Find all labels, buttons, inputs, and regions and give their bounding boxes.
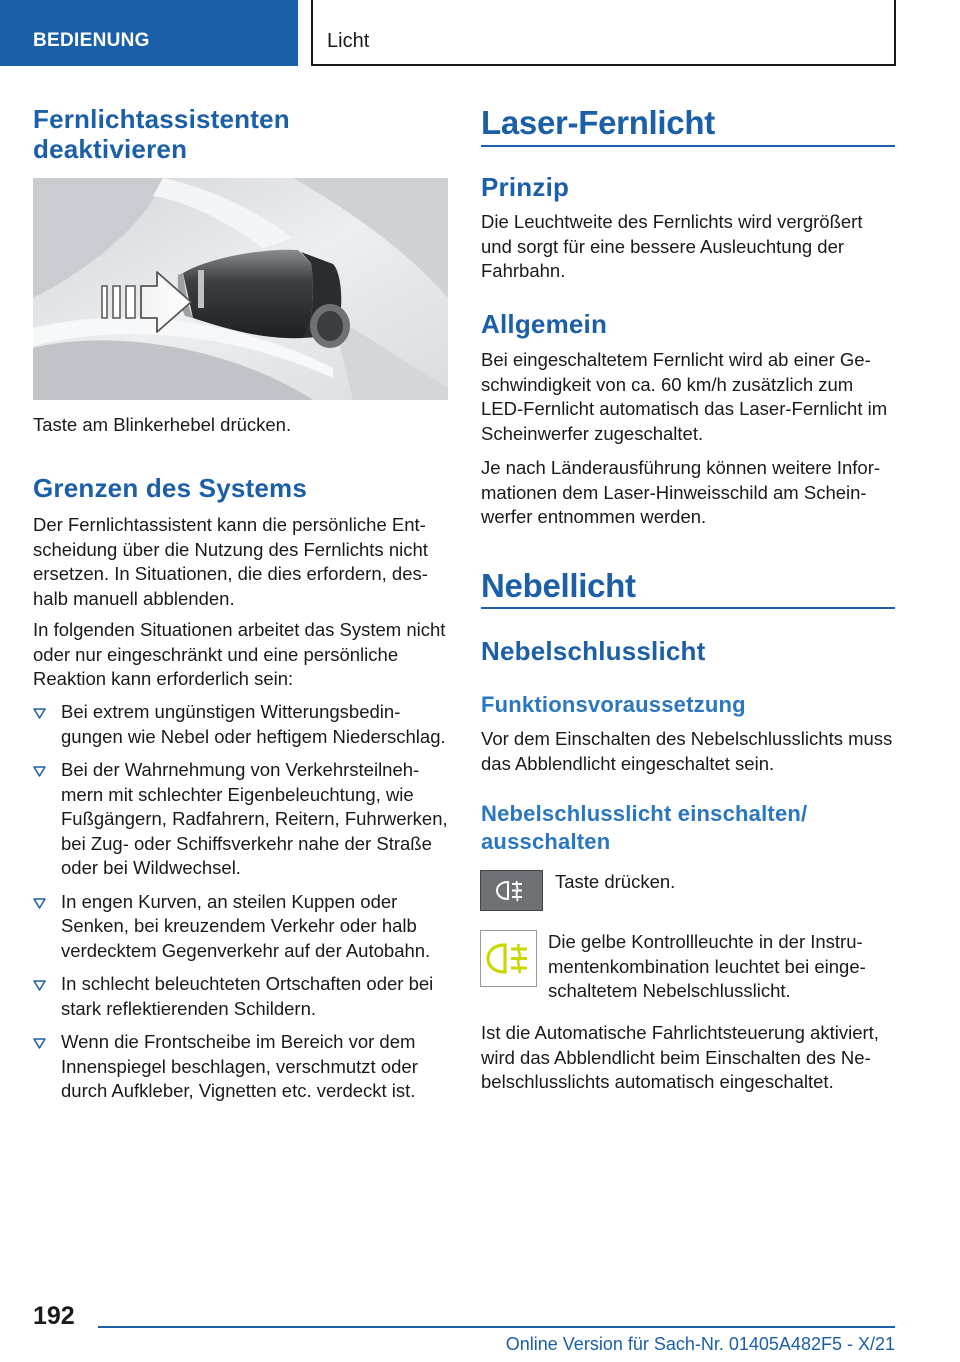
rear-fog-indicator-icon: [480, 930, 537, 987]
paragraph-allgemein-2: Je nach Länderausführung können weitere Informationen dem Laser-Hinweisschild am Scheinwerfer entnommen werden.: [481, 457, 881, 527]
paragraph-grenzen-1: Der Fernlichtassistent kann die persönliche Entscheidung über die Nutzung des Fernlichts nicht ersetzen. In Situationen, die dies erfordern, deshalb manuell abblenden.: [33, 514, 428, 609]
triangle-bullet-icon: [33, 708, 46, 719]
heading-allgemein: Allgemein: [481, 309, 608, 339]
heading-rule: [481, 145, 895, 147]
footer-rule: [98, 1326, 895, 1328]
triangle-bullet-icon: [33, 1038, 46, 1049]
list-item-text: Bei extrem ungünstigen Witterungsbedingungen wie Nebel oder heftigem Niederschlag.: [61, 701, 446, 747]
heading-fernlichtassistent-deaktivieren: Fernlichtassistenten deaktivieren: [33, 104, 290, 164]
chapter-header: [311, 0, 896, 66]
section-label: BEDIENUNG: [33, 30, 150, 51]
photo-caption: Taste am Blinkerhebel drücken.: [33, 414, 292, 435]
chapter-label: Licht: [327, 30, 370, 52]
list-item-text: In engen Kurven, an steilen Kuppen oder Senken, bei kreuzendem Verkehr oder halb verdecktem Gegenverkehr auf der Autobahn.: [61, 890, 431, 961]
heading-einschalten-ausschalten: Nebelschlusslicht einschalten/ ausschalten: [481, 801, 808, 854]
heading-nebelschlusslicht: Nebelschlusslicht: [481, 636, 706, 666]
turn-signal-lever-photo: [33, 178, 448, 400]
limitations-list: [33, 700, 448, 1113]
list-item: [33, 1030, 448, 1104]
triangle-bullet-icon: [33, 766, 46, 777]
paragraph-automatik: Ist die Automatische Fahrlichtsteuerung aktiviert, wird das Abblendlicht beim Einschalten des Nebelschlusslichts automatisch eingeschaltet.: [481, 1022, 879, 1092]
paragraph-prinzip: Die Leuchtweite des Fernlichts wird vergrößert und sorgt für eine bessere Ausleuchtung der Fahrbahn.: [481, 211, 863, 281]
list-item-text: Wenn die Frontscheibe im Bereich vor dem Innenspiegel beschlagen, verschmutzt oder durch Aufkleber, Vignetten etc. verdeckt ist.: [61, 1031, 418, 1101]
triangle-bullet-icon: [33, 898, 46, 909]
heading-prinzip: Prinzip: [481, 172, 570, 202]
rear-fog-light-button-icon: [480, 870, 543, 911]
triangle-bullet-icon: [33, 980, 46, 991]
page-number: 192: [33, 1302, 75, 1330]
list-item-text: Bei der Wahrnehmung von Verkehrsteilnehmern mit schlechter Eigenbeleuchtung, wie Fußgängern, Radfahrern, Reitern, Fuhrwerken, bei Zug- oder Schiffsverkehr nahe der Straße oder bei Wildwechsel.: [61, 759, 448, 878]
list-item: [33, 758, 448, 881]
section-tab[interactable]: [0, 0, 298, 66]
heading-laser-fernlicht: Laser-Fernlicht: [481, 104, 715, 141]
list-item-text: In schlecht beleuchteten Ortschaften oder bei stark reflektierenden Schildern.: [61, 973, 434, 1019]
list-item: [33, 972, 448, 1021]
heading-funktionsvoraussetzung: Funktionsvoraussetzung: [481, 692, 746, 717]
heading-nebellicht: Nebellicht: [481, 567, 636, 604]
indicator-caption: Die gelbe Kontrollleuchte in der Instrumentenkombination leuchtet bei eingeschaltetem Nebelschlusslicht.: [548, 931, 866, 1001]
paragraph-funktionsvoraussetzung: Vor dem Einschalten des Nebelschlusslichts muss das Abblendlicht eingeschaltet sein.: [481, 728, 893, 774]
button-caption: Taste drücken.: [555, 871, 676, 892]
paragraph-grenzen-2: In folgenden Situationen arbeitet das System nicht oder nur eingeschränkt und eine persönliche Reaktion kann erforderlich sein:: [33, 619, 446, 689]
heading-grenzen-des-systems: Grenzen des Systems: [33, 473, 308, 503]
paragraph-allgemein-1: Bei eingeschaltetem Fernlicht wird ab einer Geschwindigkeit von ca. 60 km/h zusätzlich zum LED-Fernlicht automatisch das Laser-Fernlicht im Scheinwerfer zugeschaltet.: [481, 349, 888, 444]
list-item: [33, 700, 448, 749]
list-item: [33, 890, 448, 964]
heading-rule: [481, 607, 895, 609]
online-version-link[interactable]: Online Version für Sach-Nr. 01405A482F5 - X/21: [505, 1334, 895, 1354]
